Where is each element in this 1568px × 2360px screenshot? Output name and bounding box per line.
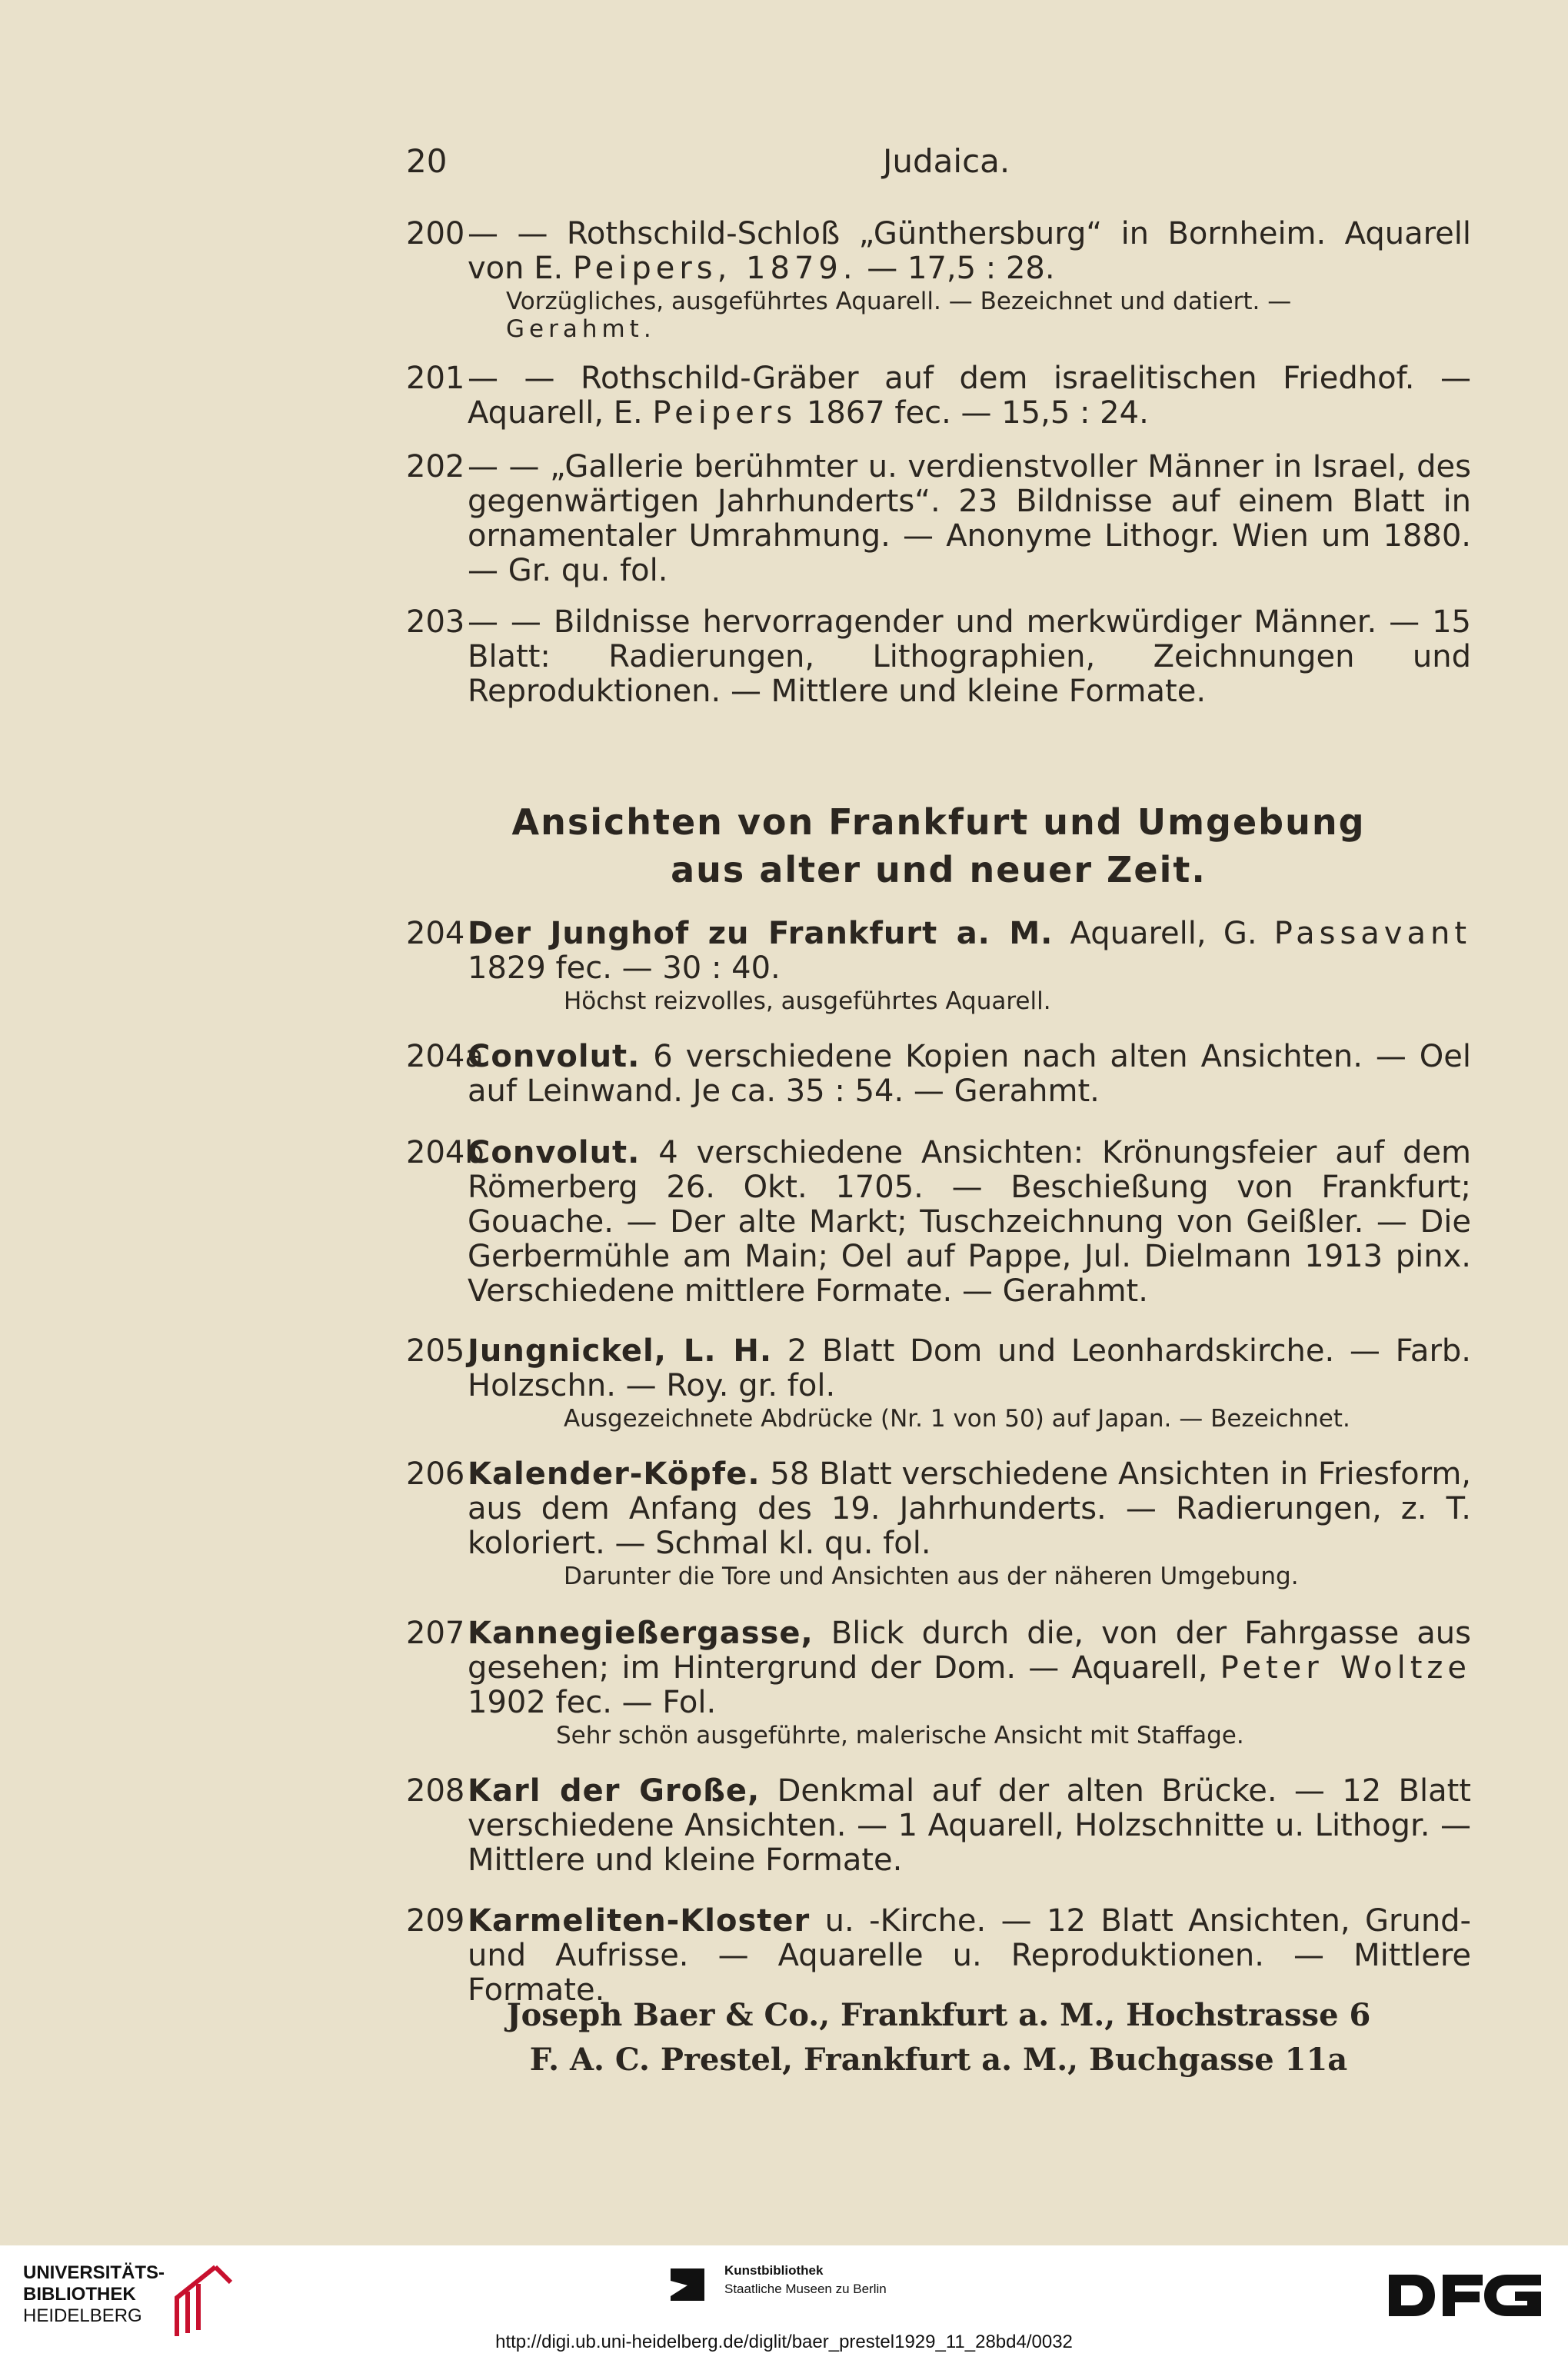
artist-name: Passavant xyxy=(1273,916,1472,951)
entry-number: 203 xyxy=(406,604,465,640)
entry-text: 6 verschiedene Kopien nach alten Ansichten. — Oel auf Leinwand. Je ca. 35 : 54. — Gerahmt. xyxy=(468,1039,1471,1109)
entry-number: 206 xyxy=(406,1456,465,1492)
artist-name: Peipers, 1879. xyxy=(572,251,857,286)
publisher-line2: F. A. C. Prestel, Frankfurt a. M., Buchgasse 11a xyxy=(529,2042,1348,2078)
catalog-entry-205 xyxy=(406,1334,1471,1433)
artist-name: Peter Woltze xyxy=(1220,1650,1471,1686)
ub-emblem-icon xyxy=(161,2262,238,2339)
kb-logo-line2: Staatliche Museen zu Berlin xyxy=(724,2282,887,2296)
entry-text: — — Bildnisse hervorragender und merkwürdiger Männer. — 15 Blatt: Radierungen, Lithographien, Zeichnungen und Reproduktionen. — Mittlere und kleine Formate. xyxy=(468,604,1471,709)
catalog-entry-203 xyxy=(406,605,1471,709)
entry-number: 204b xyxy=(406,1135,484,1170)
section-heading-line1: Ansichten von Frankfurt und Umgebung xyxy=(511,801,1366,843)
entry-number: 201 xyxy=(406,361,465,396)
entry-title: Convolut. xyxy=(468,1135,641,1170)
entry-title: Convolut. xyxy=(468,1039,641,1074)
entry-number: 202 xyxy=(406,449,465,484)
entry-note: Sehr schön ausgeführte, malerische Ansicht mit Staffage. xyxy=(556,1722,1244,1749)
section-heading-line2: aus alter und neuer Zeit. xyxy=(671,849,1207,890)
entry-number: 207 xyxy=(406,1616,465,1651)
entry-title: Karl der Große, xyxy=(468,1773,761,1809)
entry-note: Darunter die Tore und Ansichten aus der näheren Umgebung. xyxy=(564,1563,1299,1590)
page-number: 20 xyxy=(406,142,448,180)
entry-text-tail: 1829 fec. — 30 : 40. xyxy=(468,950,781,986)
source-url[interactable]: http://digi.ub.uni-heidelberg.de/diglit/baer_prestel1929_11_28bd4/0032 xyxy=(495,2332,1073,2352)
entry-text: 4 verschiedene Ansichten: Krönungsfeier auf dem Römerberg 26. Okt. 1705. — Beschießung von Frankfurt; Gouache. — Der alte Markt; Tuschzeichnung von Geißler. — Die Gerbermühle am Main; Oel auf Pappe, Jul. Dielmann 1913 pinx. Verschiedene mittlere Formate. — Gerahmt. xyxy=(468,1135,1471,1309)
digitization-footer xyxy=(0,2245,1568,2360)
entry-number: 208 xyxy=(406,1773,465,1809)
catalog-entry-207 xyxy=(406,1616,1471,1749)
catalog-entry-201 xyxy=(406,361,1471,431)
entry-note: Höchst reizvolles, ausgeführtes Aquarell. xyxy=(564,987,1051,1015)
catalog-entry-200 xyxy=(406,217,1471,343)
entry-text: — — „Gallerie berühmter u. verdienstvoller Männer in Israel, des gegenwärtigen Jahrhunderts“. 23 Bildnisse auf einem Blatt in ornamentaler Umrahmung. — Anonyme Lithogr. Wien um 1880. — Gr. qu. fol. xyxy=(468,449,1471,588)
kunstbibliothek-logo[interactable] xyxy=(667,2262,914,2316)
entry-title: Karmeliten-Kloster xyxy=(468,1903,811,1939)
artist-name: Peipers xyxy=(652,395,797,431)
entry-text: Denkmal auf der alten Brücke. — 12 Blatt verschiedene Ansichten. — 1 Aquarell, Holzschnitte u. Lithogr. — Mittlere und kleine Formate. xyxy=(468,1773,1471,1878)
entry-number: 204 xyxy=(406,916,465,951)
entry-number: 200 xyxy=(406,216,465,251)
entry-note xyxy=(468,288,1471,343)
entry-text: 2 Blatt Dom und Leonhardskirche. — Farb. Holzschn. — Roy. gr. fol. xyxy=(468,1333,1471,1403)
entry-number: 205 xyxy=(406,1333,465,1369)
entry-number: 209 xyxy=(406,1903,465,1939)
entry-text: — — Rothschild-Gräber auf dem israelitischen Friedhof. — Aquarell, E. xyxy=(468,361,1471,431)
entry-text-tail: 1867 fec. — 15,5 : 24. xyxy=(797,395,1149,431)
entry-title: Der Junghof zu Frankfurt a. M. xyxy=(468,916,1054,951)
kb-logo-line1: Kunstbibliothek xyxy=(724,2263,824,2278)
kunstbibliothek-emblem-icon xyxy=(667,2265,711,2304)
catalog-entry-206 xyxy=(406,1457,1471,1590)
entry-text: — — Rothschild-Schloß „Günthersburg“ in Bornheim. Aquarell von E. xyxy=(468,216,1471,286)
entry-text-tail: 1902 fec. — Fol. xyxy=(468,1685,717,1720)
entry-note-text: Vorzügliches, ausgeführtes Aquarell. — Bezeichnet und datiert. — xyxy=(506,288,1292,315)
publisher-imprint xyxy=(406,1993,1471,2082)
entry-text: Blick durch die, von der Fahrgasse aus gesehen; im Hintergrund der Dom. — Aquarell, xyxy=(468,1616,1471,1686)
catalog-entry-204b xyxy=(406,1136,1471,1309)
entry-note-framed: Gerahmt. xyxy=(506,315,656,343)
entry-title: Kannegießergasse, xyxy=(468,1616,814,1651)
page-header xyxy=(406,142,1467,188)
entry-note: Ausgezeichnete Abdrücke (Nr. 1 von 50) auf Japan. — Bezeichnet. xyxy=(564,1405,1350,1433)
section-heading xyxy=(406,798,1471,894)
entry-title: Kalender-Köpfe. xyxy=(468,1456,761,1492)
publisher-line1: Joseph Baer & Co., Frankfurt a. M., Hochstrasse 6 xyxy=(506,1997,1371,2033)
catalog-entry-202 xyxy=(406,450,1471,588)
entry-text-tail: — 17,5 : 28. xyxy=(857,251,1055,286)
entry-number: 204a xyxy=(406,1039,484,1074)
ub-logo-line3: HEIDELBERG xyxy=(23,2305,142,2326)
ub-logo-line1: UNIVERSITÄTS- xyxy=(23,2262,165,2283)
catalog-entry-204a xyxy=(406,1040,1471,1109)
entry-text: 58 Blatt verschiedene Ansichten in Friesform, aus dem Anfang des 19. Jahrhunderts. — Radierungen, z. T. koloriert. — Schmal kl. qu. fol. xyxy=(468,1456,1471,1561)
entry-text: Aquarell, G. xyxy=(1053,916,1274,951)
catalog-entry-204 xyxy=(406,917,1471,1015)
catalog-entry-208 xyxy=(406,1774,1471,1878)
running-title: Judaica. xyxy=(883,142,1010,180)
entry-title: Jungnickel, L. H. xyxy=(468,1333,773,1369)
catalog-entry-209 xyxy=(406,1904,1471,2008)
entry-text: u. -Kirche. — 12 Blatt Ansichten, Grund- und Aufrisse. — Aquarelle u. Reproduktionen. — Mittlere Formate. xyxy=(468,1903,1471,2008)
ub-logo-line2: BIBLIOTHEK xyxy=(23,2284,136,2305)
dfg-logo[interactable] xyxy=(1384,2268,1546,2322)
